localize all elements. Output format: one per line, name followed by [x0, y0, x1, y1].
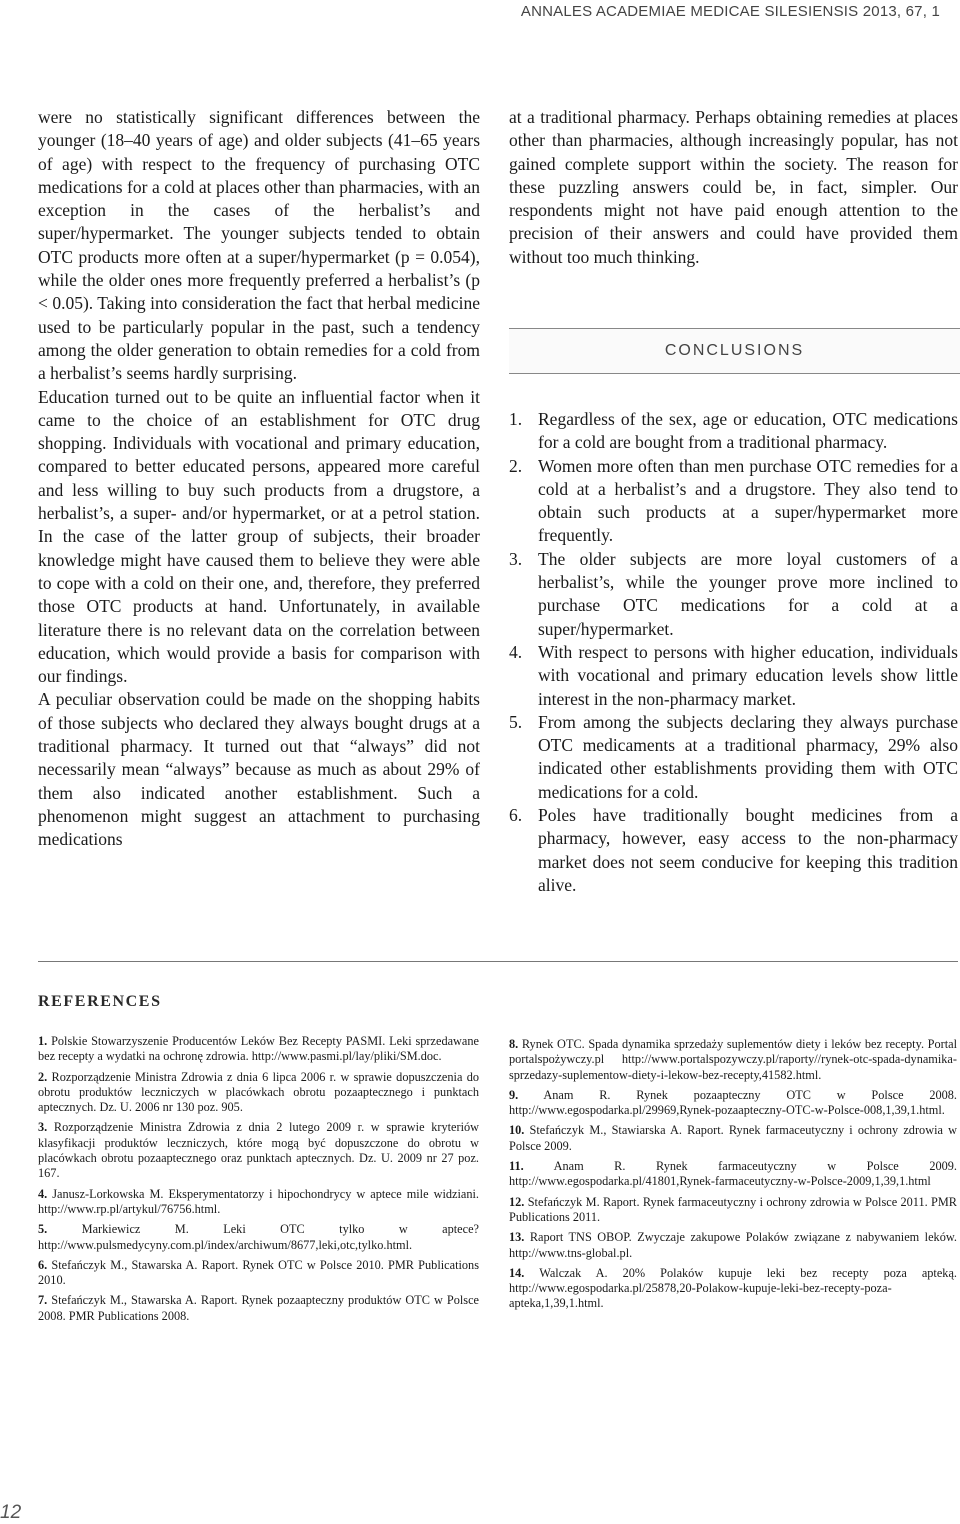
conclusion-text: Regardless of the sex, age or education, OTC medications for a cold are bought from a traditional pharmacy.	[538, 409, 958, 453]
conclusion-number: 5.	[509, 711, 523, 732]
reference-number: 14.	[509, 1265, 525, 1280]
reference-text: Rozporządzenie Ministra Zdrowia z dnia 2 lutego 2009 r. w sprawie kryteriów klasyfikacji produktów leczniczych, które mogą być dopuszczone do obrotu w placówkach obrotu pozaaptecznego oraz punktach aptecznych. Dz. U. 2009 nr 27 poz. 167.	[38, 1120, 480, 1181]
body-paragraph: A peculiar observation could be made on the shopping habits of those subjects who declared they always bought drugs at a traditional pharmacy. It turned out that “always” did not necessarily mean “always” because as much as about 29% of them also indicated another establishment. Such a phenomenon might suggest an attachment to purchasing medications	[38, 689, 480, 850]
references-list-right	[509, 1037, 957, 1317]
reference-item	[509, 1123, 957, 1154]
reference-item	[38, 1120, 479, 1181]
right-column	[509, 106, 958, 269]
reference-number: 10.	[509, 1123, 525, 1138]
reference-item	[509, 1037, 957, 1083]
reference-number: 12.	[509, 1194, 525, 1209]
reference-number: 8.	[509, 1037, 519, 1051]
reference-number: 2.	[38, 1069, 48, 1084]
reference-number: 4.	[38, 1186, 48, 1201]
conclusion-item	[509, 408, 958, 455]
conclusion-number: 6.	[509, 805, 523, 826]
reference-text: Markiewicz M. Leki OTC tylko w aptece? http://www.pulsmedycyny.com.pl/index/archiwum/8677,leki,otc,tylko.html.	[38, 1222, 479, 1252]
reference-item	[38, 1258, 479, 1289]
conclusion-number: 2.	[509, 455, 523, 476]
reference-text: Stefańczyk M., Stawarska A. Raport. Rynek pozaapteczny produktów OTC w Polsce 2008. PMR Publications 2008.	[38, 1293, 479, 1323]
reference-item	[509, 1230, 957, 1261]
conclusion-text: With respect to persons with higher education, individuals with vocational and primary education levels show little interest in the non-pharmacy market.	[538, 641, 958, 709]
reference-text: Walczak A. 20% Polaków kupuje leki bez recepty poza apteką. http://www.egospodarka.pl/25878,20-Polakow-kupuje-leki-bez-recepty-poza-apteka,1,39,1.html.	[509, 1265, 957, 1311]
conclusions-heading-box	[509, 328, 960, 374]
references-heading: REFERENCES	[38, 993, 162, 1010]
body-paragraph: at a traditional pharmacy. Perhaps obtaining remedies at places other than pharmacies, although increasingly popular, has not gained complete support within the society. The reason for these puzzling answers could be, in fact, simpler. Our respondents might not have paid enough attention to the precision of their answers and could have provided them without too much thinking.	[509, 107, 958, 267]
reference-item	[509, 1088, 957, 1119]
reference-text: Rozporządzenie Ministra Zdrowia z dnia 6 lipca 2006 r. w sprawie dopuszczenia do obrotu produktów leczniczych w placówkach obrotu pozaaptecznego i punktach aptecznych. Dz. U. 2006 nr 130 poz. 905.	[38, 1069, 479, 1115]
reference-text: Polskie Stowarzyszenie Producentów Leków Bez Recepty PASMI. Leki sprzedawane bez recepty a wydatki na ochronę zdrowia. http://www.pasmi.pl/lay/pliki/SM.doc.	[38, 1034, 479, 1064]
body-paragraph: were no statistically significant differences between the younger (18–40 years of age) and older subjects (41–65 years of age) with respect to the frequency of purchasing OTC medications for a cold at places other than pharmacies, with an exception in the cases of the herbalist’s and super/hypermarket. The younger subjects tended to obtain OTC products more often at a super/hypermarket (p = 0.054), while the older ones more frequently preferred a herbalist’s (p < 0.05). Taking into consideration the fact that herbal medicine used to be particularly popular in the past, such a tendency among the older generation to obtain remedies for a cold from a herbalist’s seems hardly surprising.	[38, 107, 480, 384]
conclusion-item	[509, 548, 958, 641]
reference-number: 3.	[38, 1120, 48, 1135]
reference-item	[509, 1159, 957, 1190]
reference-number: 5.	[38, 1222, 48, 1237]
conclusion-item	[509, 711, 958, 804]
reference-text: Stefańczyk M. Raport. Rynek farmaceutyczny i ochrony zdrowia w Polsce 2011. PMR Publications 2011.	[509, 1194, 958, 1224]
conclusions-heading: CONCLUSIONS	[664, 342, 805, 359]
reference-number: 1.	[38, 1034, 48, 1048]
reference-number: 6.	[38, 1257, 48, 1272]
references-list-left	[38, 1034, 479, 1329]
reference-item	[38, 1222, 479, 1253]
conclusion-item	[509, 804, 958, 897]
reference-text: Stefańczyk M., Stawarska A. Raport. Rynek OTC w Polsce 2010. PMR Publications 2010.	[38, 1257, 479, 1288]
reference-text: Anam R. Rynek farmaceutyczny w Polsce 2009. http://www.egospodarka.pl/41801,Rynek-farmaceutyczny-w-Polsce-2009,1,39,1.html	[509, 1159, 957, 1189]
conclusion-item	[509, 641, 958, 711]
conclusion-number: 1.	[509, 409, 523, 429]
section-divider	[38, 961, 958, 962]
reference-item	[509, 1195, 957, 1226]
reference-number: 13.	[509, 1230, 525, 1245]
reference-item	[38, 1034, 479, 1065]
page-number: 12	[0, 1502, 22, 1523]
reference-item	[38, 1070, 479, 1116]
running-header: ANNALES ACADEMIAE MEDICAE SILESIENSIS 2013, 67, 1	[520, 3, 940, 20]
reference-text: Janusz-Lorkowska M. Eksperymentatorzy i hipochondrycy w aptece mile widziani. http://www.rp.pl/artykul/76756.html.	[38, 1186, 479, 1216]
conclusion-text: Poles have traditionally bought medicines from a pharmacy, however, easy access to the non-pharmacy market does not seem conducive for keeping this tradition alive.	[538, 805, 958, 895]
reference-item	[509, 1266, 957, 1312]
reference-text: Anam R. Rynek pozaapteczny OTC w Polsce 2008. http://www.egospodarka.pl/29969,Rynek-pozaapteczny-OTC-w-Polsce-008,1,39,1.html.	[509, 1087, 957, 1118]
reference-number: 11.	[509, 1159, 524, 1174]
conclusion-item	[509, 455, 958, 548]
reference-item	[38, 1187, 479, 1218]
left-column	[38, 106, 480, 852]
conclusion-text: The older subjects are more loyal customers of a herbalist’s, while the younger prove more inclined to purchase OTC medications for a cold at a super/hypermarket.	[538, 548, 958, 639]
conclusion-number: 3.	[509, 548, 523, 569]
conclusion-number: 4.	[509, 641, 523, 662]
reference-text: Raport TNS OBOP. Zwyczaje zakupowe Polaków związane z nabywaniem leków. http://www.tns-global.pl.	[509, 1230, 957, 1260]
body-paragraph: Education turned out to be quite an influential factor when it came to the choice of an establishment for OTC drug shopping. Individuals with vocational and primary education, compared to better educated persons, appeared more careful and less willing to buy such products from a drugstore, a herbalist’s, a super- and/or hypermarket, or at a petrol station. In the case of the latter group of subjects, their broader knowledge might have caused them to believe they were able to cope with a cold on their one, and, therefore, they preferred those OTC products at hand. Unfortunately, in available literature there is no relevant data on the correlation between education, which would provide a basis for comparison with our findings.	[38, 386, 480, 687]
reference-item	[38, 1293, 479, 1324]
reference-number: 7.	[38, 1293, 48, 1308]
reference-number: 9.	[509, 1087, 519, 1102]
conclusion-text: From among the subjects declaring they always purchase OTC medicaments at a traditional pharmacy, 29% also indicated other establishments providing them with OTC medications for a cold.	[538, 711, 958, 802]
reference-text: Stefańczyk M., Stawiarska A. Raport. Rynek farmaceutyczny i ochrony zdrowia w Polsce 2009.	[509, 1123, 957, 1153]
conclusions-list	[509, 408, 958, 897]
conclusion-text: Women more often than men purchase OTC remedies for a cold at a herbalist’s and a drugstore. They also tend to obtain such products at a super/hypermarket more frequently.	[538, 455, 958, 546]
reference-text: Rynek OTC. Spada dynamika sprzedaży suplementów diety i leków bez recepty. Portal portalspożywczy.pl http://www.portalspozywczy.pl/raporty//rynek-otc-spada-dynamika-sprzedazy-suplementow-diety-i-lekow-bez-recepty,41582.html.	[509, 1037, 957, 1082]
